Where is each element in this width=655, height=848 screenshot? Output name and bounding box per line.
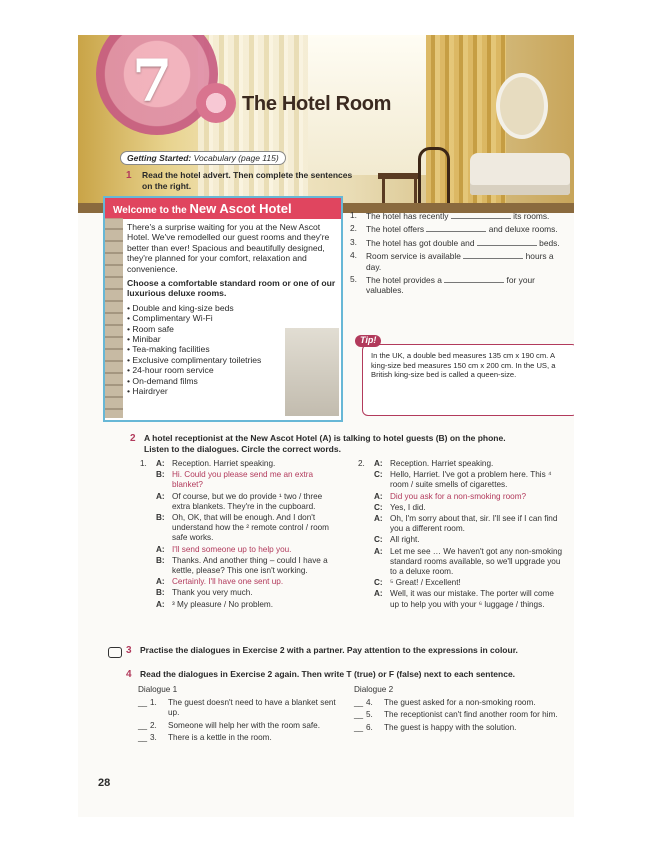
list-item: • Complimentary Wi-Fi	[127, 313, 337, 323]
dialogue-line	[374, 492, 564, 502]
dialogue-number: 1.	[140, 459, 147, 468]
advert-choose: Choose a comfortable standard room or one of our luxurious deluxe rooms.	[127, 278, 336, 299]
exercise-4-number: 4	[126, 669, 132, 680]
line-text[interactable]: Of course, but we do provide ¹ two / three extra blankets. They're in the cupboard.	[172, 491, 323, 511]
advert-header	[105, 198, 341, 219]
line-text: Reception. Harriet speaking.	[172, 459, 276, 468]
dialogue-line	[156, 588, 340, 598]
exercise-3-number: 3	[126, 645, 132, 656]
item-text: The guest is happy with the solution.	[384, 722, 517, 732]
sentence-number: 2.	[350, 223, 357, 234]
item-text: The guest asked for a non-smoking room.	[384, 698, 536, 708]
sentence-2	[350, 223, 565, 234]
tf-item	[138, 698, 338, 718]
dialogue-line	[374, 547, 564, 578]
sentence-text: for your valuables.	[366, 275, 535, 296]
true-false-dialogue-1	[138, 685, 338, 745]
speaker: B:	[156, 470, 165, 480]
tf-item	[138, 721, 338, 731]
tip-box	[360, 335, 574, 416]
line-text[interactable]: Well, it was our mistake. The porter will come up to help you with your ⁶ luggage / things.	[390, 589, 554, 609]
answer-blank[interactable]: __	[138, 720, 148, 730]
sentence-3	[350, 237, 565, 248]
answer-blank[interactable]	[463, 250, 523, 259]
tf-item	[354, 710, 564, 720]
answer-blank[interactable]	[477, 237, 537, 246]
line-text: I'll send someone up to help you.	[172, 544, 292, 554]
line-text[interactable]: Oh, OK, that will be enough. And I don't understand how the ² remote control / room safe works.	[172, 513, 330, 543]
answer-blank[interactable]: __	[354, 698, 364, 708]
dialogue-line	[374, 578, 564, 588]
speaker: B:	[156, 555, 165, 565]
sentence-1	[350, 210, 565, 221]
dialogue-line	[156, 600, 340, 610]
advert-hotel-name: New Ascot Hotel	[189, 201, 292, 216]
speaker: C:	[374, 578, 383, 588]
item-number: 6.	[366, 722, 373, 732]
sentence-text: The hotel has recently	[366, 211, 449, 221]
answer-blank[interactable]	[444, 274, 504, 283]
sentence-number: 4.	[350, 250, 357, 261]
item-text: The receptionist can't find another room for him.	[384, 710, 558, 720]
unit-title: The Hotel Room	[242, 93, 392, 115]
sentence-text: beds.	[539, 237, 560, 248]
exercise-2-line2: Listen to the dialogues. Circle the correct words.	[144, 444, 341, 454]
list-item: • Minibar	[127, 334, 337, 344]
tf-item	[138, 733, 338, 743]
dialogue-line	[156, 459, 340, 469]
hotel-advert	[103, 196, 343, 422]
dialogue-line	[374, 470, 564, 490]
answer-blank[interactable]: __	[354, 710, 364, 720]
item-text: Someone will help her with the room safe.	[168, 720, 321, 730]
speaker: A:	[374, 589, 383, 599]
list-item: • 24-hour room service	[127, 365, 337, 375]
list-item: • Double and king-size beds	[127, 303, 337, 313]
item-text: There is a kettle in the room.	[168, 732, 272, 742]
item-text: The guest doesn't need to have a blanket sent up.	[168, 698, 336, 718]
sentence-text: Room service is available	[366, 251, 461, 262]
sentence-number: 1.	[350, 210, 357, 220]
item-number: 1.	[150, 698, 157, 708]
unit-number: 7	[132, 47, 173, 115]
getting-started-label: Getting Started:	[127, 153, 192, 163]
line-text: Thank you very much.	[172, 588, 253, 598]
dialogue-line	[156, 577, 340, 587]
exercise-2-instructions	[144, 433, 564, 455]
item-number: 3.	[150, 732, 157, 742]
completion-sentences	[350, 210, 565, 298]
speaker: A:	[156, 491, 165, 501]
dialogue-line	[156, 545, 340, 555]
exercise-3-instructions: Practise the dialogues in Exercise 2 with a partner. Pay attention to the expressions in colour.	[140, 645, 518, 655]
line-text: Reception. Harriet speaking.	[390, 459, 494, 468]
line-text: Yes, I did.	[390, 502, 426, 512]
answer-blank[interactable]	[451, 210, 511, 219]
exercise-2-line1: A hotel receptionist at the New Ascot Hotel (A) is talking to hotel guests (B) on the phone.	[144, 433, 506, 443]
dialogue-line	[156, 513, 340, 544]
advert-body	[127, 222, 337, 397]
item-number: 2.	[150, 720, 157, 730]
tf-heading: Dialogue 1	[138, 685, 178, 694]
item-number: 4.	[366, 698, 373, 708]
exercise-1-number: 1	[126, 170, 132, 181]
speaker: A:	[374, 491, 383, 501]
item-number: 5.	[366, 710, 373, 720]
dialogue-line	[156, 470, 340, 490]
advert-intro: There's a surprise waiting for you at the New Ascot Hotel. We've remodelled our guest rooms and they're better than ever! Spacious and beautifully designed, they're planned for your comfort, relaxation and convenience.	[127, 222, 330, 274]
sentence-number: 5.	[350, 274, 357, 285]
answer-blank[interactable]: __	[354, 722, 364, 732]
speaker: B:	[156, 513, 165, 523]
answer-blank[interactable]	[426, 223, 486, 232]
dialogue-1	[140, 459, 340, 611]
page-number: 28	[98, 777, 111, 789]
sentence-number: 3.	[350, 236, 357, 247]
getting-started-ref: Vocabulary (page 115)	[193, 153, 279, 163]
speaker: A:	[156, 544, 165, 554]
advert-welcome: Welcome to the	[113, 205, 187, 216]
line-text: Certainly. I'll have one sent up.	[172, 577, 284, 587]
list-item: • Hairdryer	[127, 386, 337, 396]
tf-item	[354, 698, 564, 708]
sentence-text: The hotel provides a	[366, 275, 442, 286]
speaker: A:	[156, 599, 165, 609]
dialogue-line	[156, 556, 340, 576]
answer-blank[interactable]: __	[138, 698, 148, 708]
list-item: • Exclusive complimentary toiletries	[127, 355, 337, 365]
sentence-text: hours a day.	[366, 251, 554, 272]
dialogue-line	[374, 503, 564, 513]
tip-text: In the UK, a double bed measures 135 cm x 190 cm. A king-size bed measures 150 cm x 200 cm. In the US, a British king-size bed is called a queen-size.	[371, 351, 556, 380]
speaker: A:	[374, 546, 383, 556]
sentence-text: and deluxe rooms.	[488, 224, 558, 235]
getting-started-badge	[120, 151, 286, 165]
speech-bubble-icon	[108, 647, 122, 658]
speaker: C:	[374, 502, 383, 512]
speaker: B:	[156, 588, 165, 598]
list-item: • On-demand films	[127, 376, 337, 386]
dialogue-line	[374, 459, 564, 469]
line-text: All right.	[390, 535, 420, 545]
dialogue-2	[358, 459, 564, 611]
speaker: C:	[374, 470, 383, 480]
exercise-1-instructions: Read the hotel advert. Then complete the sentences on the right.	[142, 170, 353, 191]
sentence-4	[350, 250, 565, 272]
speaker: C:	[374, 535, 383, 545]
speaker: A:	[374, 514, 383, 524]
true-false-dialogue-2	[354, 685, 564, 735]
dialogue-line	[156, 492, 340, 512]
line-text[interactable]: Hello, Harriet. I've got a problem here. This ⁴ room / suite smells of cigarettes.	[390, 470, 552, 490]
sentence-text: its rooms.	[513, 211, 550, 221]
speaker: A:	[374, 459, 383, 468]
list-item: • Room safe	[127, 324, 337, 334]
textbook-page	[78, 35, 574, 817]
tip-label: Tip!	[355, 335, 381, 347]
speaker: A:	[156, 577, 165, 587]
round-mirror	[496, 73, 548, 139]
advert-feature-list	[127, 303, 337, 397]
sofa	[470, 153, 570, 195]
answer-blank[interactable]: __	[138, 732, 148, 742]
sentence-text: The hotel has got double and	[366, 237, 475, 248]
exercise-4-instructions: Read the dialogues in Exercise 2 again. Then write T (true) or F (false) next to each sentence.	[140, 669, 516, 679]
line-text[interactable]: ⁵ Great! / Excellent!	[390, 578, 461, 588]
line-text: Did you ask for a non-smoking room?	[390, 491, 527, 501]
chair	[418, 147, 450, 211]
dialogue-line	[374, 589, 564, 609]
sentence-5	[350, 274, 565, 296]
line-text: Oh, I'm sorry about that, sir. I'll see if I can find you a different room.	[390, 514, 558, 534]
speaker: A:	[156, 459, 165, 468]
line-text: Thanks. And another thing – could I have a kettle, please? This one isn't working.	[172, 555, 328, 576]
exercise-2-number: 2	[130, 433, 136, 444]
sentence-text: The hotel offers	[366, 224, 425, 235]
list-item: • Tea-making facilities	[127, 344, 337, 354]
dialogue-number: 2.	[358, 459, 365, 468]
line-text: Hi. Could you please send me an extra blanket?	[172, 470, 314, 490]
advert-building-strip	[105, 218, 123, 418]
dialogue-line	[374, 535, 564, 545]
tf-heading: Dialogue 2	[354, 685, 394, 694]
line-text: Let me see … We haven't got any non-smoking standard rooms available, so we'll upgrade you to a deluxe room.	[390, 546, 563, 577]
small-circle-decoration	[196, 83, 236, 123]
line-text[interactable]: ³ My pleasure / No problem.	[172, 599, 274, 609]
dialogue-line	[374, 514, 564, 534]
tf-item	[354, 723, 564, 733]
